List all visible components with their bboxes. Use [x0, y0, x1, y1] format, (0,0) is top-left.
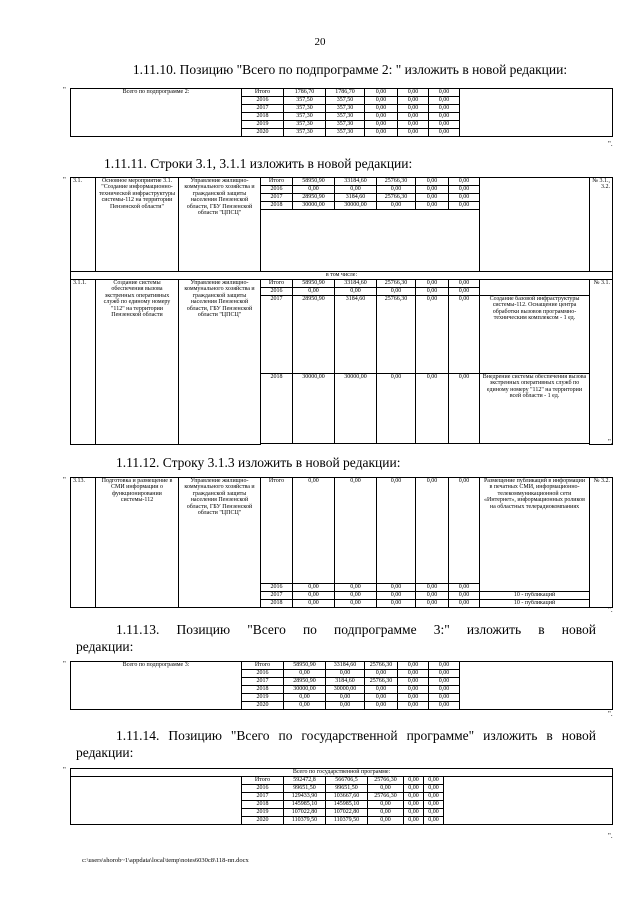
cell: 0,00 — [293, 186, 335, 194]
cell: 0,00 — [404, 785, 424, 793]
cell: 0,00 — [429, 662, 460, 670]
cell: 0,00 — [284, 694, 326, 702]
cell: 0,00 — [398, 686, 429, 694]
cell: 0,00 — [449, 194, 480, 202]
cell: 129433,90 — [284, 793, 326, 801]
cell: 0,00 — [284, 670, 326, 678]
cell: 99651,50 — [326, 785, 368, 793]
cell: 0,00 — [365, 129, 398, 137]
cell: 145985,10 — [326, 801, 368, 809]
cell: 0,00 — [449, 202, 480, 210]
cell: 30000,00 — [335, 202, 377, 210]
result-2018: 10 - публикаций — [480, 600, 590, 608]
cell: 58950,90 — [293, 280, 335, 288]
cell: 0,00 — [377, 186, 416, 194]
cell: 0,00 — [404, 817, 424, 825]
cell: 3184,60 — [335, 194, 377, 202]
cell: 33184,60 — [326, 662, 365, 670]
cell: 0,00 — [404, 801, 424, 809]
cell: 0,00 — [416, 186, 449, 194]
cell: 0,00 — [429, 121, 460, 129]
cell: 0,00 — [429, 670, 460, 678]
cell: 0,00 — [416, 478, 449, 584]
cell: 2019 — [242, 809, 284, 817]
cell: 357,30 — [326, 113, 365, 121]
empty-label-cell — [71, 777, 242, 825]
cell: 107022,80 — [284, 809, 326, 817]
cell: 30000,00 — [293, 202, 335, 210]
cell: 0,00 — [368, 801, 404, 809]
empty-result-cell — [460, 662, 613, 710]
cell: 0,00 — [398, 121, 429, 129]
cell: Итого — [242, 89, 284, 97]
cell: 0,00 — [398, 670, 429, 678]
cell: 0,00 — [365, 702, 398, 710]
table-row — [71, 777, 613, 785]
state-program-total-label: Всего по государственной программе: — [71, 769, 613, 777]
cell: 0,00 — [416, 194, 449, 202]
close-quote: ". — [608, 832, 613, 840]
cell: 25766,30 — [377, 296, 416, 374]
file-path-footer: c:\users\shorob~1\appdata\local\temp\notes6030c8\118-пп.docx — [82, 857, 249, 864]
cell: 25766,30 — [377, 280, 416, 288]
cell: 0,00 — [335, 288, 377, 296]
cell: 33184,60 — [335, 280, 377, 288]
total-label: Всего по подпрограмме 2: — [71, 89, 242, 137]
cell: 30000,00 — [293, 374, 335, 444]
cell: 0,00 — [416, 280, 449, 288]
cell: 0,00 — [398, 662, 429, 670]
section-1-11-13-heading: 1.11.13. Позицию "Всего по подпрограмме 3:" изложить в новой — [116, 622, 596, 637]
cell: Итого — [261, 178, 293, 186]
cell: 0,00 — [365, 89, 398, 97]
cell: 1786,70 — [284, 89, 326, 97]
cell: 25766,30 — [365, 662, 398, 670]
cell: 2020 — [242, 129, 284, 137]
cell: 0,00 — [368, 817, 404, 825]
cell: 25766,30 — [368, 777, 404, 785]
cell: 0,00 — [416, 288, 449, 296]
result-2017: Создание базовой инфраструктуры системы-112. Оснащение центра обработки вызовов программно-техническим комплексом - 1 ед. — [480, 296, 590, 374]
cell: 0,00 — [424, 817, 444, 825]
cell: 0,00 — [377, 288, 416, 296]
cell: 0,00 — [365, 113, 398, 121]
cell: 30000,00 — [335, 374, 377, 444]
section-1-11-11-heading: 1.11.11. Строки 3.1, 3.1.1 изложить в новой редакции: — [104, 156, 413, 171]
row-3-1-1-name: Создание системы обеспечения вызова экстренных оперативных служб по единому номеру "112" на территории Пензенской области — [96, 280, 179, 445]
cell: 3184,60 — [326, 678, 365, 686]
close-quote: ". — [608, 710, 613, 718]
cell: 0,00 — [398, 113, 429, 121]
cell: 0,00 — [429, 97, 460, 105]
cell: 0,00 — [365, 105, 398, 113]
cell: 0,00 — [293, 600, 335, 608]
cell: 2016 — [242, 97, 284, 105]
cell: 58950,90 — [284, 662, 326, 670]
cell: 0,00 — [335, 592, 377, 600]
cell: 25766,30 — [377, 178, 416, 186]
close-quote: ". — [608, 140, 613, 148]
cell: 0,00 — [398, 702, 429, 710]
row-3-1-3-executor: Управление жилищно-коммунального хозяйства и гражданской защиты населения Пензенской области, ГБУ Пензенской области "ЦПСЦ" — [179, 478, 261, 608]
cell: 1786,70 — [326, 89, 365, 97]
result-empty — [480, 280, 590, 296]
cell: 103667,60 — [326, 793, 368, 801]
page-number: 20 — [314, 36, 326, 48]
cell: 2017 — [261, 194, 293, 202]
cell: 357,30 — [326, 129, 365, 137]
cell: 0,00 — [365, 694, 398, 702]
cell: 0,00 — [335, 600, 377, 608]
cell: 0,00 — [377, 592, 416, 600]
cell: 0,00 — [449, 374, 480, 444]
cell: 25766,30 — [368, 793, 404, 801]
rows-3-1-table — [70, 177, 613, 445]
cell: 58950,90 — [293, 178, 335, 186]
cell: 0,00 — [398, 105, 429, 113]
cell: 0,00 — [404, 809, 424, 817]
cell: 2016 — [242, 670, 284, 678]
section-1-11-13-heading-cont: редакции: — [76, 639, 134, 654]
cell: 33184,60 — [335, 178, 377, 186]
cell: 2018 — [261, 374, 293, 444]
open-quote: " — [63, 176, 66, 184]
cell: 0,00 — [424, 777, 444, 785]
cell: 0,00 — [449, 296, 480, 374]
cell: Итого — [261, 280, 293, 288]
cell: 0,00 — [293, 592, 335, 600]
cell: 145985,10 — [284, 801, 326, 809]
cell: Итого — [242, 777, 284, 785]
close-quote: ". — [608, 606, 613, 614]
result-2017: 10 - публикаций — [480, 592, 590, 600]
cell: 0,00 — [449, 592, 480, 600]
row-3-1-3-name: Подготовка и размещение в СМИ информации о функционировании системы-112 — [96, 478, 179, 608]
cell: 0,00 — [416, 600, 449, 608]
cell: 0,00 — [449, 288, 480, 296]
cell: 25766,30 — [365, 678, 398, 686]
row-3-1-ref: № 3.1., 3.2. — [590, 178, 613, 272]
cell: 0,00 — [416, 584, 449, 592]
cell: 0,00 — [416, 592, 449, 600]
cell: 0,00 — [429, 129, 460, 137]
table-row — [71, 89, 613, 97]
cell: 2018 — [242, 686, 284, 694]
cell: 0,00 — [449, 584, 480, 592]
row-3-1-3-table — [70, 477, 613, 608]
cell: 0,00 — [416, 202, 449, 210]
cell: 28950,90 — [293, 194, 335, 202]
cell: 357,30 — [284, 121, 326, 129]
empty-space — [261, 210, 480, 272]
section-1-11-10-heading: 1.11.10. Позицию "Всего по подпрограмме 2: " изложить в новой редакции: — [132, 62, 568, 77]
cell: 2016 — [261, 288, 293, 296]
row-3-1-name: Основное мероприятие 3.1. "Создание информационно-технической инфраструктуры системы-112 на территории Пензенской области" — [96, 178, 179, 272]
empty-space — [261, 444, 590, 445]
cell: 0,00 — [429, 702, 460, 710]
cell: 2019 — [242, 694, 284, 702]
cell: 0,00 — [326, 694, 365, 702]
in-total-row: в том числе: — [71, 272, 613, 280]
cell: 2019 — [242, 121, 284, 129]
row-3-1-1-number: 3.1.1. — [71, 280, 96, 445]
row-3-1-3-ref: № 3.2. — [590, 478, 613, 608]
row-3-1-result — [480, 178, 590, 272]
section-1-11-12-heading: 1.11.12. Строку 3.1.3 изложить в новой редакции: — [116, 455, 401, 470]
cell: 2018 — [242, 113, 284, 121]
cell: 0,00 — [398, 129, 429, 137]
cell: 0,00 — [449, 600, 480, 608]
cell: 357,50 — [284, 97, 326, 105]
cell: Итого — [242, 662, 284, 670]
cell: Итого — [261, 478, 293, 584]
result-2018: Внедрение системы обеспечения вызова экстренных оперативных служб по единому номеру "112" на территории всей области - 1 ед. — [480, 374, 590, 444]
cell: 2016 — [261, 584, 293, 592]
cell: 0,00 — [398, 89, 429, 97]
cell: 0,00 — [365, 97, 398, 105]
empty-result-cell — [444, 777, 613, 825]
cell: 28950,90 — [293, 296, 335, 374]
cell: 0,00 — [404, 777, 424, 785]
cell: 0,00 — [335, 584, 377, 592]
cell: 2020 — [242, 702, 284, 710]
section-1-11-14-heading-cont: редакции: — [76, 745, 134, 760]
cell: 0,00 — [368, 785, 404, 793]
result-total: Размещение публикаций в информации в печатных СМИ, информационно-телекоммуникационной сети «Интернет», информационных роликов на областных телерадиокомпаниях — [480, 478, 590, 592]
open-quote: " — [63, 476, 66, 484]
cell: 3184,60 — [335, 296, 377, 374]
cell: 0,00 — [429, 678, 460, 686]
cell: 0,00 — [335, 478, 377, 584]
cell: 357,30 — [326, 105, 365, 113]
cell: 0,00 — [429, 89, 460, 97]
row-3-1-1-ref: № 3.1. — [590, 280, 613, 445]
close-quote: ". — [608, 438, 613, 446]
cell: 0,00 — [449, 280, 480, 288]
cell: 0,00 — [449, 178, 480, 186]
cell: 0,00 — [398, 97, 429, 105]
cell: 2016 — [261, 186, 293, 194]
cell: 2017 — [242, 678, 284, 686]
row-3-1-number: 3.1. — [71, 178, 96, 272]
cell: 0,00 — [293, 288, 335, 296]
cell: 25766,30 — [377, 194, 416, 202]
cell: 0,00 — [377, 600, 416, 608]
cell: 0,00 — [449, 478, 480, 584]
cell: 0,00 — [429, 105, 460, 113]
row-3-1-3-number: 3.13. — [71, 478, 96, 608]
cell: 2018 — [261, 600, 293, 608]
cell: 2017 — [261, 296, 293, 374]
cell: 0,00 — [368, 809, 404, 817]
cell: 0,00 — [416, 296, 449, 374]
cell: 0,00 — [404, 793, 424, 801]
cell: 30000,00 — [284, 686, 326, 694]
cell: 0,00 — [293, 584, 335, 592]
cell: 2016 — [242, 785, 284, 793]
cell: 357,50 — [326, 97, 365, 105]
cell: 0,00 — [335, 186, 377, 194]
cell: 0,00 — [429, 113, 460, 121]
cell: 0,00 — [293, 478, 335, 584]
cell: 110379,50 — [326, 817, 368, 825]
cell: 0,00 — [326, 702, 365, 710]
cell: 0,00 — [365, 670, 398, 678]
cell: 0,00 — [365, 121, 398, 129]
cell: 0,00 — [416, 374, 449, 444]
cell: 0,00 — [424, 793, 444, 801]
cell: 0,00 — [424, 785, 444, 793]
cell: 0,00 — [429, 686, 460, 694]
cell: 30000,00 — [326, 686, 365, 694]
cell: 0,00 — [398, 678, 429, 686]
cell: 28950,90 — [284, 678, 326, 686]
subprogram-2-total-table — [70, 88, 613, 137]
table-row — [71, 662, 613, 670]
row-3-1-1-executor: Управление жилищно-коммунального хозяйства и гражданской защиты населения Пензенской области, ГБУ Пензенской области "ЦПСЦ" — [179, 280, 261, 445]
cell: 0,00 — [284, 702, 326, 710]
cell: 357,30 — [326, 121, 365, 129]
cell: 0,00 — [424, 809, 444, 817]
cell: 107022,80 — [326, 809, 368, 817]
cell: 110379,50 — [284, 817, 326, 825]
cell: 357,30 — [284, 105, 326, 113]
cell: 2017 — [242, 105, 284, 113]
cell: 0,00 — [424, 801, 444, 809]
cell: 99651,50 — [284, 785, 326, 793]
cell: 0,00 — [377, 584, 416, 592]
cell: 0,00 — [377, 478, 416, 584]
cell: 0,00 — [377, 202, 416, 210]
cell: 2020 — [242, 817, 284, 825]
open-quote: " — [63, 766, 66, 774]
cell: 566706,5 — [326, 777, 368, 785]
cell: 0,00 — [449, 186, 480, 194]
cell: 0,00 — [429, 694, 460, 702]
cell: 2017 — [261, 592, 293, 600]
state-program-total-table — [70, 768, 613, 825]
cell: 357,30 — [284, 113, 326, 121]
cell: 0,00 — [398, 694, 429, 702]
cell: 2018 — [242, 801, 284, 809]
row-3-1-executor: Управление жилищно-коммунального хозяйства и гражданской защиты населения Пензенской области, ГБУ Пензенской области "ЦПСЦ" — [179, 178, 261, 272]
open-quote: " — [63, 660, 66, 668]
total-label: Всего по подпрограмме 3: — [71, 662, 242, 710]
section-1-11-14-heading: 1.11.14. Позицию "Всего по государственной программе" изложить в новой — [116, 728, 596, 743]
open-quote: " — [63, 86, 66, 94]
cell: 2017 — [242, 793, 284, 801]
cell: 592472,8 — [284, 777, 326, 785]
cell: 0,00 — [416, 178, 449, 186]
subprogram-3-total-table — [70, 661, 613, 710]
cell: 2018 — [261, 202, 293, 210]
cell: 0,00 — [377, 374, 416, 444]
cell: 0,00 — [365, 686, 398, 694]
cell: 357,30 — [284, 129, 326, 137]
empty-result-cell — [460, 89, 613, 137]
cell: 0,00 — [326, 670, 365, 678]
